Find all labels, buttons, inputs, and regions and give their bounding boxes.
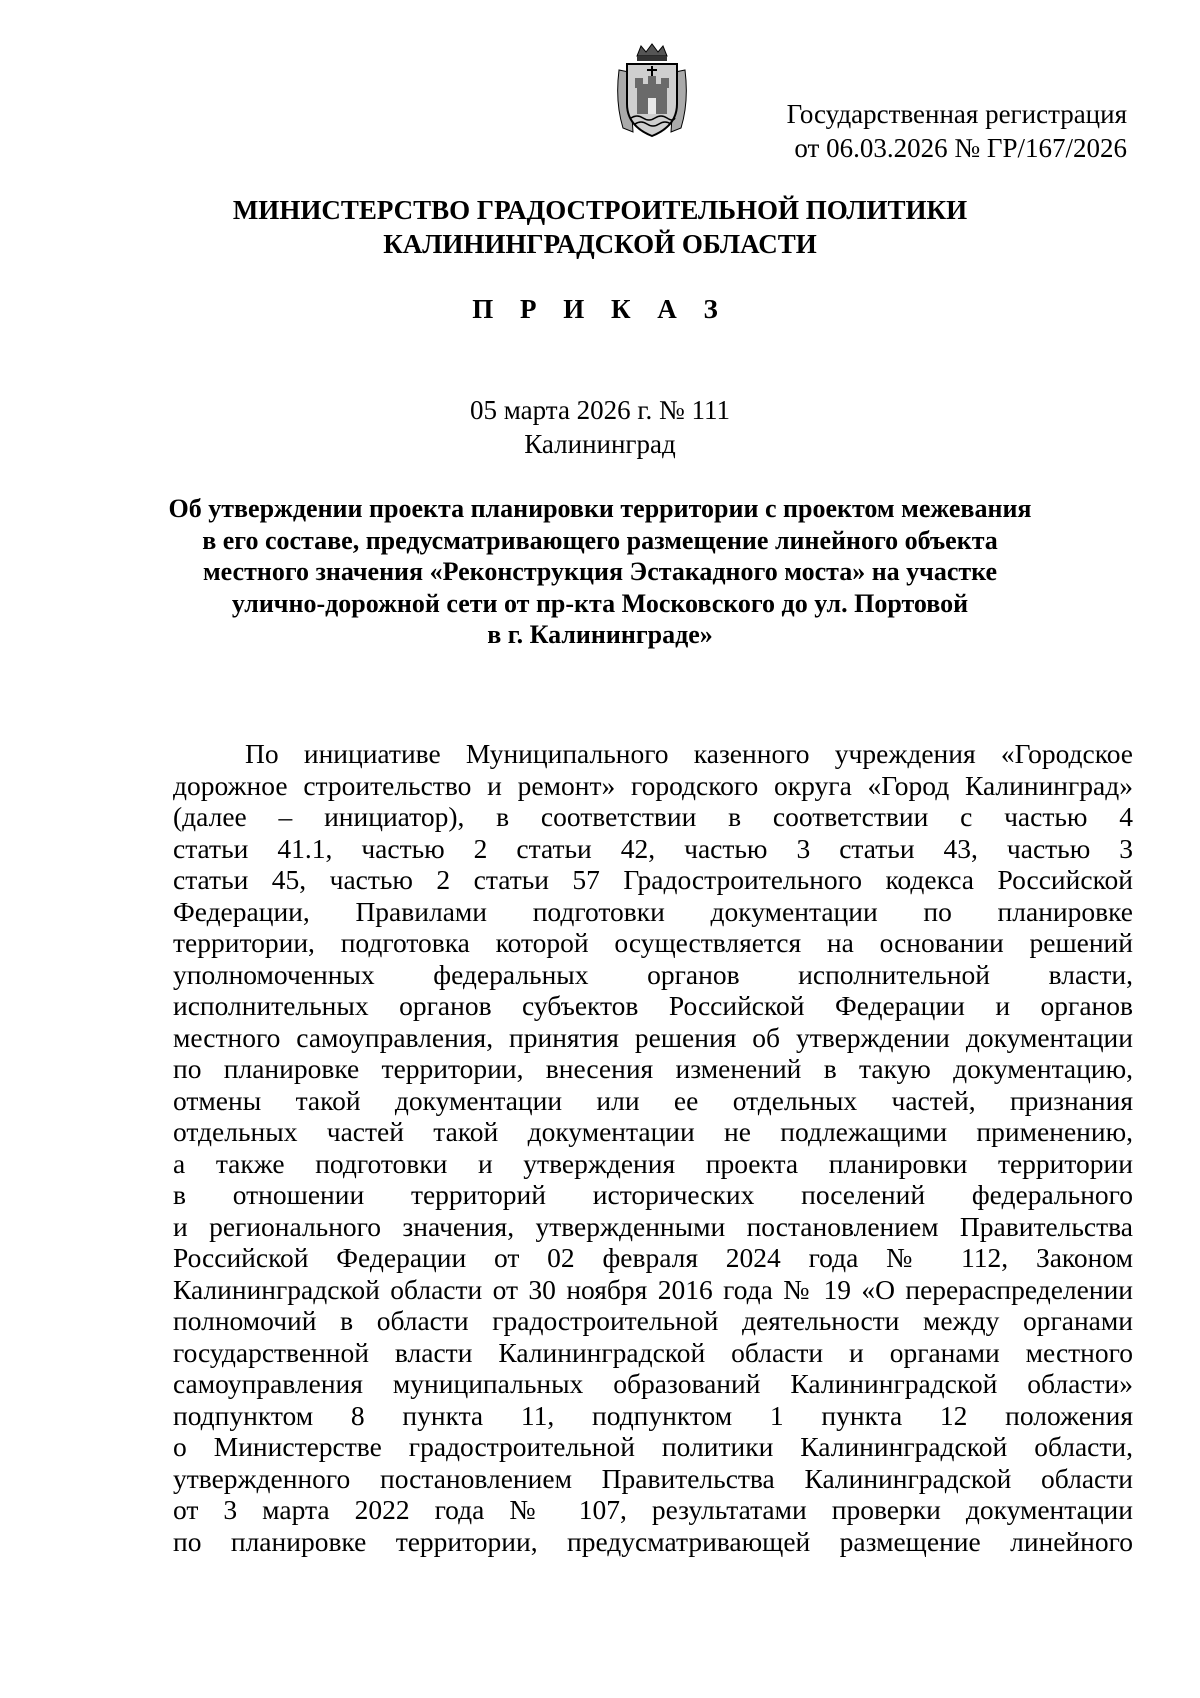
subject-line: улично-дорожной сети от пр-кта Московского до ул. Портовой xyxy=(231,588,969,618)
body-line: самоуправления муниципальных образований Калининградской области» xyxy=(173,1368,1133,1399)
body-line: о Министерстве градостроительной политики Калининградской области, xyxy=(173,1431,1133,1462)
body-line: местного самоуправления, принятия решения об утверждении документации xyxy=(173,1021,1133,1053)
subject-line: в г. Калининграде» xyxy=(487,620,713,649)
body-line: уполномоченных федеральных органов исполнительной власти, xyxy=(173,958,1133,990)
body-line: отмены такой документации или ее отдельных частей, признания xyxy=(173,1084,1133,1116)
body-line: полномочий в области градостроительной деятельности между органами xyxy=(173,1305,1133,1336)
body-line: по планировке территории, внесения изменений в такую документацию, xyxy=(173,1053,1133,1084)
order-date-number: 05 марта 2026 г. № 111 xyxy=(470,395,730,425)
order-city: Калининград xyxy=(524,429,676,459)
body-line: отдельных частей такой документации не подлежащими применению, xyxy=(173,1116,1133,1147)
body-line: статьи 41.1, частью 2 статьи 42, частью 3 статьи 43, частью 3 xyxy=(173,832,1133,864)
registration-title: Государственная регистрация xyxy=(786,99,1127,129)
subject-line: местного значения «Реконструкция Эстакадного моста» на участке xyxy=(202,557,998,586)
registration-number: от 06.03.2026 № ГР/167/2026 xyxy=(794,133,1127,163)
body-line: по планировке территории, предусматривающей размещение линейного xyxy=(173,1525,1133,1557)
body-line: (далее – инициатор), в соответствии в соответствии с частью 4 xyxy=(173,801,1133,832)
body-line: и регионального значения, утвержденными постановлением Правительства xyxy=(173,1210,1133,1242)
body-line: По инициативе Муниципального казенного учреждения «Городское xyxy=(245,738,1133,769)
body-line: исполнительных органов субъектов Российской Федерации и органов xyxy=(173,990,1133,1021)
body-line: Федерации, Правилами подготовки документации по планировке xyxy=(173,895,1133,927)
body-line: от 3 марта 2022 года № 107, результатами проверки документации xyxy=(173,1494,1133,1525)
ministry-name-line: КАЛИНИНГРАДСКОЙ ОБЛАСТИ xyxy=(383,229,817,259)
body-line: в отношении территорий исторических поселений федерального xyxy=(173,1179,1133,1210)
body-line: подпунктом 8 пункта 11, подпунктом 1 пункта 12 положения xyxy=(173,1399,1133,1431)
body-line: утвержденного постановлением Правительства Калининградской области xyxy=(173,1462,1133,1494)
body-line: дорожное строительство и ремонт» городского округа «Город Калининград» xyxy=(173,769,1133,801)
body-line: государственной власти Калининградской области и органами местного xyxy=(173,1336,1133,1368)
date-place-block xyxy=(120,393,1080,461)
body-line: а также подготовки и утверждения проекта планировки территории xyxy=(173,1147,1133,1179)
body-line: статьи 45, частью 2 статьи 57 Градостроительного кодекса Российской xyxy=(173,864,1133,895)
ministry-name-line: МИНИСТЕРСТВО ГРАДОСТРОИТЕЛЬНОЙ ПОЛИТИКИ xyxy=(232,195,968,225)
registration-block xyxy=(627,97,1127,165)
ministry-name xyxy=(120,193,1080,261)
body-paragraph xyxy=(173,738,1133,1557)
document-type: П Р И К А З xyxy=(472,294,728,324)
subject-line: Об утверждении проекта планировки территории с проектом межевания xyxy=(168,494,1032,523)
body-line: Российской Федерации от 02 февраля 2024 года № 112, Законом xyxy=(173,1242,1133,1273)
subject-line: в его составе, предусматривающего размещение линейного объекта xyxy=(202,525,998,555)
order-subject xyxy=(120,493,1080,651)
body-line: Калининградской области от 30 ноября 2016 года № 19 «О перераспределении xyxy=(173,1273,1133,1305)
body-line: территории, подготовка которой осуществляется на основании решений xyxy=(173,927,1133,958)
